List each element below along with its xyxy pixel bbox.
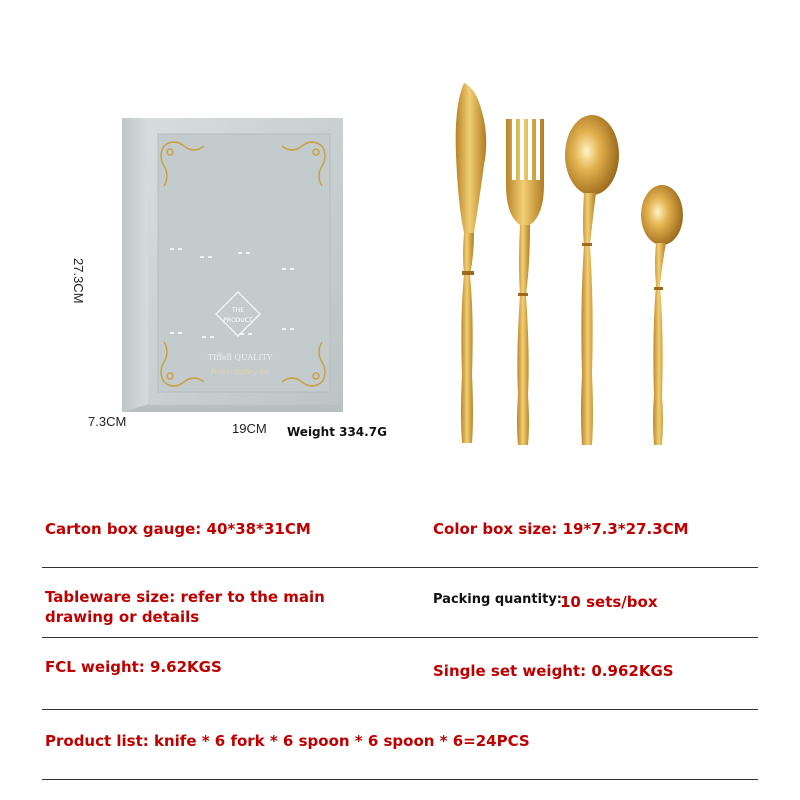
carton-box-gauge: Carton box gauge: 40*38*31CM — [45, 520, 311, 538]
product-list: Product list: knife * 6 fork * 6 spoon * 6 spoon * 6=24PCS — [45, 732, 530, 750]
spoon-icon — [565, 115, 619, 445]
badge-top-text: THE — [232, 307, 244, 314]
divider-1 — [42, 567, 758, 568]
fcl-weight: FCL weight: 9.62KGS — [45, 658, 222, 676]
gift-box-image — [100, 100, 350, 420]
packing-quantity-label: Packing quantity: — [433, 592, 562, 607]
tableware-size: Tableware size: refer to the main drawing or details — [45, 588, 325, 626]
box-height-label: 27.3CM — [71, 258, 86, 304]
box-weight-label: Weight 334.7G — [287, 425, 387, 439]
single-set-weight: Single set weight: 0.962KGS — [433, 662, 674, 680]
quality-text: TIffell QUALITY — [207, 353, 273, 362]
packing-quantity-value: 10 sets/box — [560, 593, 658, 611]
badge-bottom-text: PRODUCT — [223, 317, 253, 324]
box-depth-label: 7.3CM — [88, 414, 127, 429]
color-box-size: Color box size: 19*7.3*27.3CM — [433, 520, 689, 538]
teaspoon-icon — [641, 185, 683, 445]
subtitle-text: Perfect Cutlery Set — [210, 369, 270, 376]
knife-icon — [456, 83, 487, 443]
cutlery-set-image — [440, 75, 700, 455]
divider-4 — [42, 779, 758, 780]
divider-3 — [42, 709, 758, 710]
fork-icon — [506, 119, 544, 445]
divider-2 — [42, 637, 758, 638]
box-side — [122, 118, 152, 412]
box-width-label: 19CM — [232, 421, 267, 436]
